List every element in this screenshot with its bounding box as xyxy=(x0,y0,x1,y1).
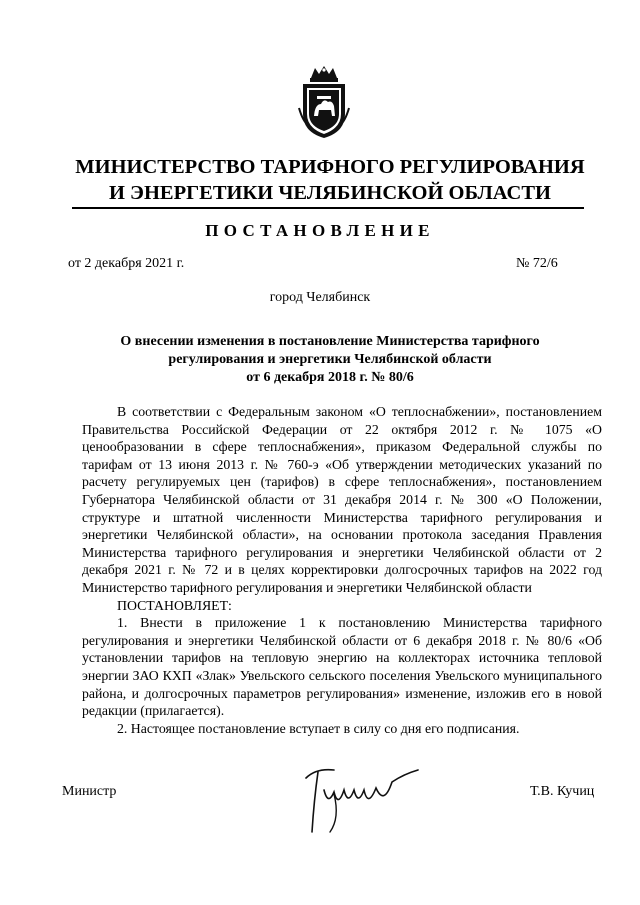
handwritten-signature-icon xyxy=(294,760,424,840)
coat-of-arms-icon xyxy=(297,64,351,140)
signatory-title: Министр xyxy=(62,784,117,799)
ministry-name xyxy=(60,154,600,206)
title-line-2: регулирования и энергетики Челябинской области xyxy=(168,352,492,367)
document-date: от 2 декабря 2021 г. xyxy=(68,256,185,271)
item-2-paragraph: 2. Настоящее постановление вступает в силу со дня его подписания. xyxy=(117,720,520,736)
title-line-1: О внесении изменения в постановление Министерства тарифного xyxy=(120,334,540,349)
header-divider xyxy=(72,207,584,209)
document-title xyxy=(80,333,580,387)
document-city: город Челябинск xyxy=(269,290,371,305)
ministry-line-1: МИНИСТЕРСТВО ТАРИФНОГО РЕГУЛИРОВАНИЯ xyxy=(75,156,585,178)
item-1-paragraph: 1. Внести в приложение 1 к постановлению Министерства тарифного регулирования и энергетики Челябинской области от 6 декабря 2018 г. № 80/6 «Об установлении тарифов на тепловую энергию на коллекторах источника тепловой энергии ЗАО КХП «Злак» Увельского сельского поселения Увельского муниципального района, и долгосрочных параметров регулирования» изменение, изложив его в новой редакции (прилагается). xyxy=(82,615,602,719)
preamble-paragraph: В соответствии с Федеральным законом «О теплоснабжении», постановлением Правительства Российской Федерации от 22 октября 2012 г. № 1075 «О ценообразовании в сфере теплоснабжения», приказом Федеральной службы по тарифам от 13 июня 2013 г. № 760-э «Об утверждении методических указаний по расчету регулируемых цен (тарифов) в сфере теплоснабжения», постановлением Губернатора Челябинской области от 31 декабря 2014 г. № 300 «О Положении, структуре и штатной численности Министерства тарифного регулирования и энергетики Челябинской области», на основании протокола заседания Правления Министерства тарифного регулирования и энергетики Челябинской области от 2 декабря 2021 г. № 72 и в целях корректировки долгосрочных тарифов на 2022 год Министерство тарифного регулирования и энергетики Челябинской области xyxy=(82,404,602,595)
signatory-name: Т.В. Кучиц xyxy=(530,784,595,799)
title-line-3: от 6 декабря 2018 г. № 80/6 xyxy=(246,370,414,385)
document-number: № 72/6 xyxy=(516,256,558,271)
decree-word: ПОСТАНОВЛЯЕТ: xyxy=(117,597,232,613)
document-body xyxy=(82,403,602,737)
ministry-line-2: И ЭНЕРГЕТИКИ ЧЕЛЯБИНСКОЙ ОБЛАСТИ xyxy=(108,182,551,204)
document-type: ПОСТАНОВЛЕНИЕ xyxy=(205,221,435,240)
